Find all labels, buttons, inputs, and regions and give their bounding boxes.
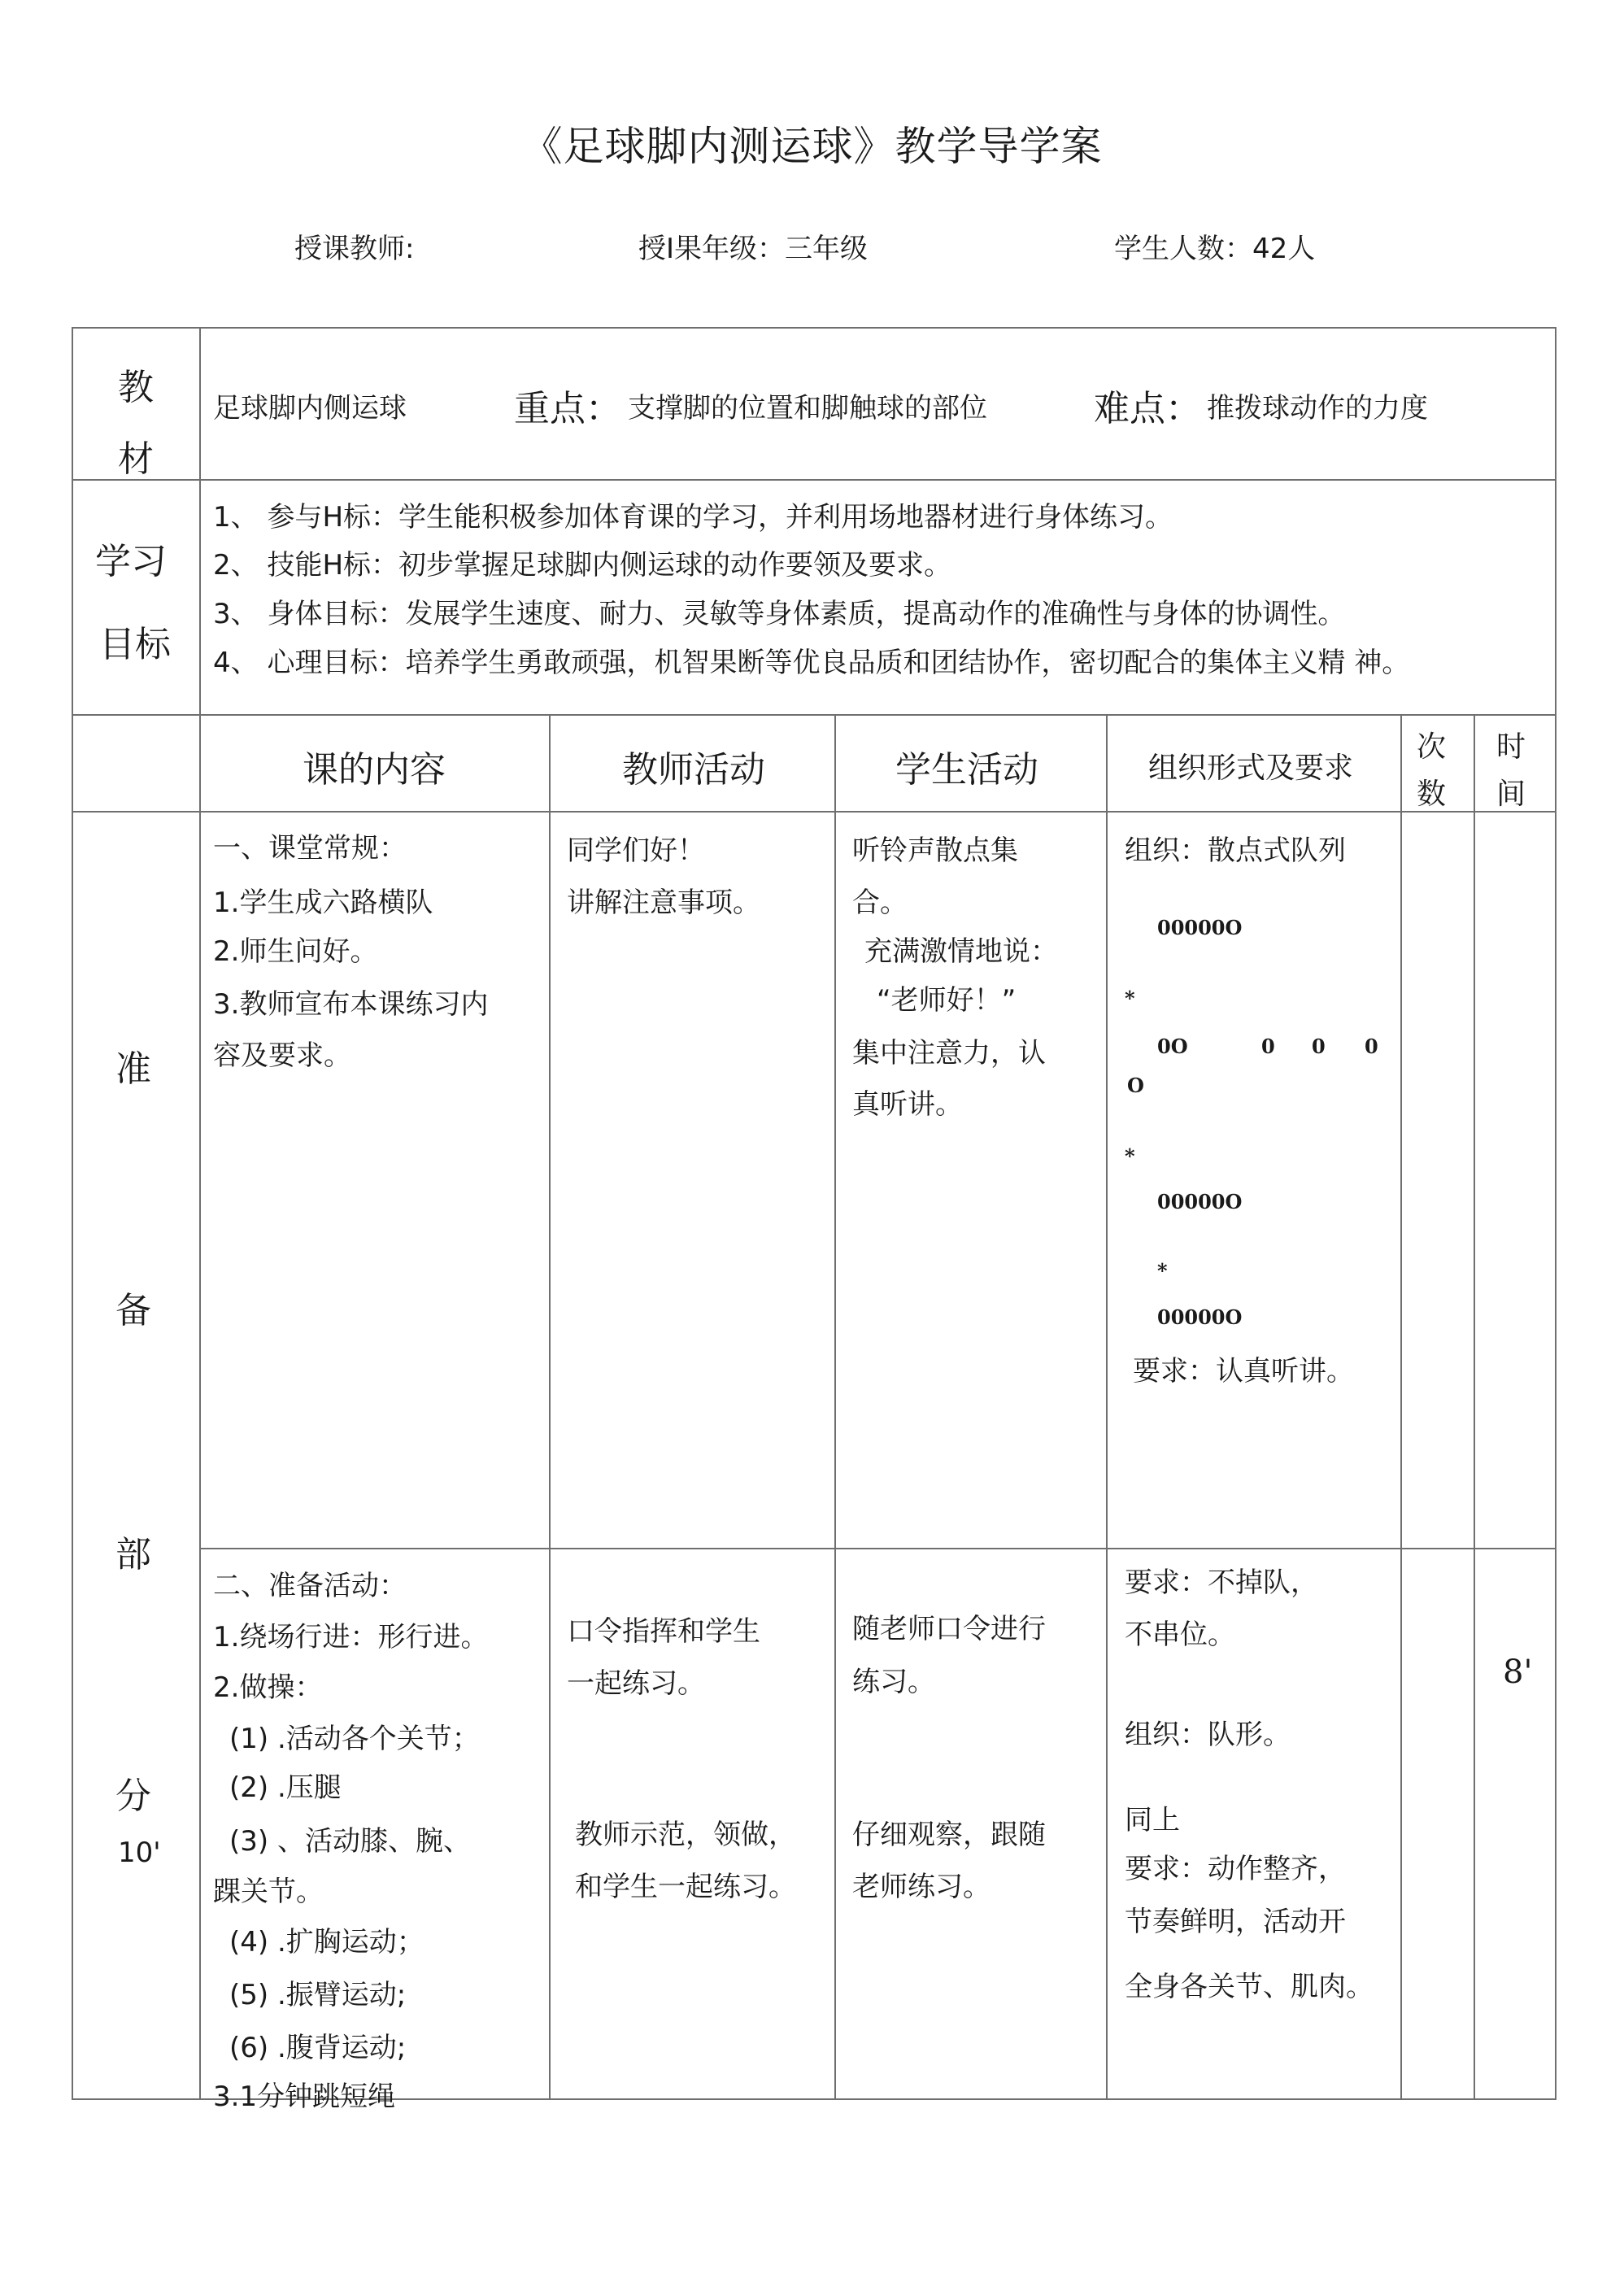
row2-org-line: 不串位。 bbox=[1125, 1619, 1235, 1651]
row1-content-line: 一、课堂常规： bbox=[213, 832, 407, 865]
row-divider bbox=[72, 811, 1555, 813]
row2-content-line: (4) .扩胸运动； bbox=[229, 1926, 425, 1958]
header-content: 课的内容 bbox=[303, 749, 446, 791]
header-count: 次 bbox=[1417, 730, 1447, 764]
row2-content-line: 1.绕场行进：形行进。 bbox=[213, 1621, 489, 1653]
key-point-text: 支撑脚的位置和脚触球的部位 bbox=[628, 392, 987, 425]
row2-student-line: 仔细观察，跟随 bbox=[852, 1819, 1046, 1851]
row1-teacher-line: 同学们好！ bbox=[567, 834, 705, 867]
row2-content-line: 踝关节。 bbox=[213, 1876, 324, 1908]
difficulty-text: 推拨球动作的力度 bbox=[1207, 392, 1428, 425]
row1-student-line: 集中注意力，认 bbox=[852, 1037, 1046, 1070]
row1-org-requirement: 要求：认真听讲。 bbox=[1133, 1355, 1354, 1388]
header-teacher: 教师活动 bbox=[622, 749, 765, 791]
formation-dot: O bbox=[1127, 1074, 1144, 1097]
section-label: 备 bbox=[115, 1290, 151, 1331]
row2-content-cell bbox=[202, 1549, 547, 2113]
students-label: 学生人数：42人 bbox=[1114, 233, 1316, 265]
row1-student-line: 听铃声散点集 bbox=[852, 834, 1018, 867]
row2-teacher-line: 和学生一起练习。 bbox=[575, 1871, 796, 1903]
row2-content-line: 二、准备活动： bbox=[213, 1570, 407, 1602]
row2-teacher-line: 一起练习。 bbox=[567, 1667, 705, 1700]
row1-org-title: 组织：散点式队列 bbox=[1125, 834, 1346, 867]
row2-content-line: (5) .振臂运动; bbox=[229, 1979, 407, 2011]
row2-student-line: 练习。 bbox=[852, 1666, 935, 1698]
col-divider bbox=[1106, 714, 1108, 2098]
formation-marker: * bbox=[1157, 1259, 1168, 1283]
row2-org-line: 要求：动作整齐， bbox=[1125, 1853, 1346, 1885]
row1-teacher-line: 讲解注意事项。 bbox=[567, 887, 760, 919]
row-divider bbox=[72, 714, 1555, 716]
row1-student-line: 合。 bbox=[852, 887, 908, 919]
row2-content-line: (3) 、活动膝、腕、 bbox=[229, 1825, 471, 1858]
key-point-label: 重点： bbox=[514, 388, 621, 429]
goal-item: 2、 技能H标：初步掌握足球脚内侧运球的动作要领及要求。 bbox=[213, 549, 952, 582]
row2-org-line: 全身各关节、肌肉。 bbox=[1125, 1971, 1374, 2003]
formation-dot: 0 bbox=[1312, 1035, 1326, 1058]
col-divider bbox=[834, 714, 836, 2098]
row2-content-line: (6) .腹背运动; bbox=[229, 2032, 407, 2064]
row2-org-line: 要求：不掉队， bbox=[1125, 1566, 1318, 1599]
row1-student-line: “老师好！” bbox=[877, 984, 1017, 1017]
formation-marker: * bbox=[1125, 1144, 1135, 1168]
header-student: 学生活动 bbox=[895, 749, 1038, 791]
row2-student-line: 老师练习。 bbox=[852, 1871, 991, 1903]
row2-teacher-line: 教师示范，领做， bbox=[575, 1819, 796, 1851]
formation-dot: 0 bbox=[1365, 1035, 1378, 1058]
col-divider bbox=[199, 327, 201, 2098]
goal-item: 1、 参与H标：学生能积极参加体育课的学习，并利用场地器材进行身体练习。 bbox=[213, 501, 1173, 534]
page-title: 《足球脚内测运球》教学导学案 bbox=[521, 123, 1103, 170]
formation-row: 00000O bbox=[1157, 1190, 1243, 1213]
row1-content-line: 2.师生问好。 bbox=[213, 935, 378, 968]
formation-row: 00000O bbox=[1157, 1305, 1243, 1329]
row2-time: 8' bbox=[1503, 1653, 1533, 1691]
goals-label: 学习 bbox=[95, 541, 167, 582]
row1-student-line: 充满激情地说： bbox=[864, 935, 1058, 968]
header-org: 组织形式及要求 bbox=[1148, 752, 1354, 785]
formation-row: 0O bbox=[1157, 1035, 1188, 1058]
row2-org-line: 组织：队形。 bbox=[1125, 1719, 1291, 1751]
col-divider bbox=[1400, 714, 1402, 2098]
goal-item: 4、 心理目标：培养学生勇敢顽强，机智果断等优良品质和团结协作，密切配合的集体主义精 神。 bbox=[213, 647, 1410, 679]
row1-content-line: 3.教师宣布本课练习内 bbox=[213, 988, 489, 1021]
row2-content-line: 3.1分钟跳短绳 bbox=[213, 2080, 396, 2113]
section-duration: 10' bbox=[118, 1836, 161, 1869]
col-divider bbox=[549, 714, 551, 2098]
row1-student-line: 真听讲。 bbox=[852, 1088, 963, 1121]
row1-content-line: 容及要求。 bbox=[213, 1039, 351, 1072]
teacher-label: 授课教师: bbox=[294, 233, 415, 265]
material-label: 教 bbox=[118, 367, 154, 408]
header-time: 间 bbox=[1496, 778, 1526, 811]
grade-label: 授I果年级：三年级 bbox=[638, 233, 869, 265]
row2-teacher-line: 口令指挥和学生 bbox=[567, 1615, 760, 1648]
formation-marker: * bbox=[1125, 987, 1135, 1010]
header-time: 时 bbox=[1496, 730, 1526, 764]
row2-student-line: 随老师口令进行 bbox=[852, 1613, 1046, 1645]
difficulty-label: 难点： bbox=[1094, 388, 1201, 429]
row2-content-line: (2) .压腿 bbox=[229, 1771, 342, 1804]
section-label: 准 bbox=[115, 1048, 151, 1090]
section-label: 部 bbox=[115, 1534, 151, 1575]
goals-label: 目标 bbox=[99, 624, 171, 665]
row-divider bbox=[72, 479, 1555, 481]
row2-content-line: (1) .活动各个关节； bbox=[229, 1723, 480, 1755]
header-count: 数 bbox=[1417, 778, 1447, 811]
row2-content-line: 2.做操： bbox=[213, 1671, 323, 1704]
goal-item: 3、 身体目标：发展学生速度、耐力、灵敏等身体素质，提髙动作的准确性与身体的协调性。 bbox=[213, 598, 1346, 630]
row2-org-line: 同上 bbox=[1125, 1804, 1180, 1836]
formation-dot: 0 bbox=[1261, 1035, 1275, 1058]
row2-org-line: 节奏鲜明，活动开 bbox=[1125, 1906, 1346, 1938]
section-label: 分 bbox=[115, 1775, 151, 1817]
row1-content-line: 1.学生成六路横队 bbox=[213, 887, 433, 919]
material-label: 材 bbox=[118, 438, 154, 480]
col-divider bbox=[1474, 714, 1475, 2098]
formation-row: 00000O bbox=[1157, 916, 1243, 939]
material-content: 足球脚内侧运球 bbox=[213, 392, 407, 425]
